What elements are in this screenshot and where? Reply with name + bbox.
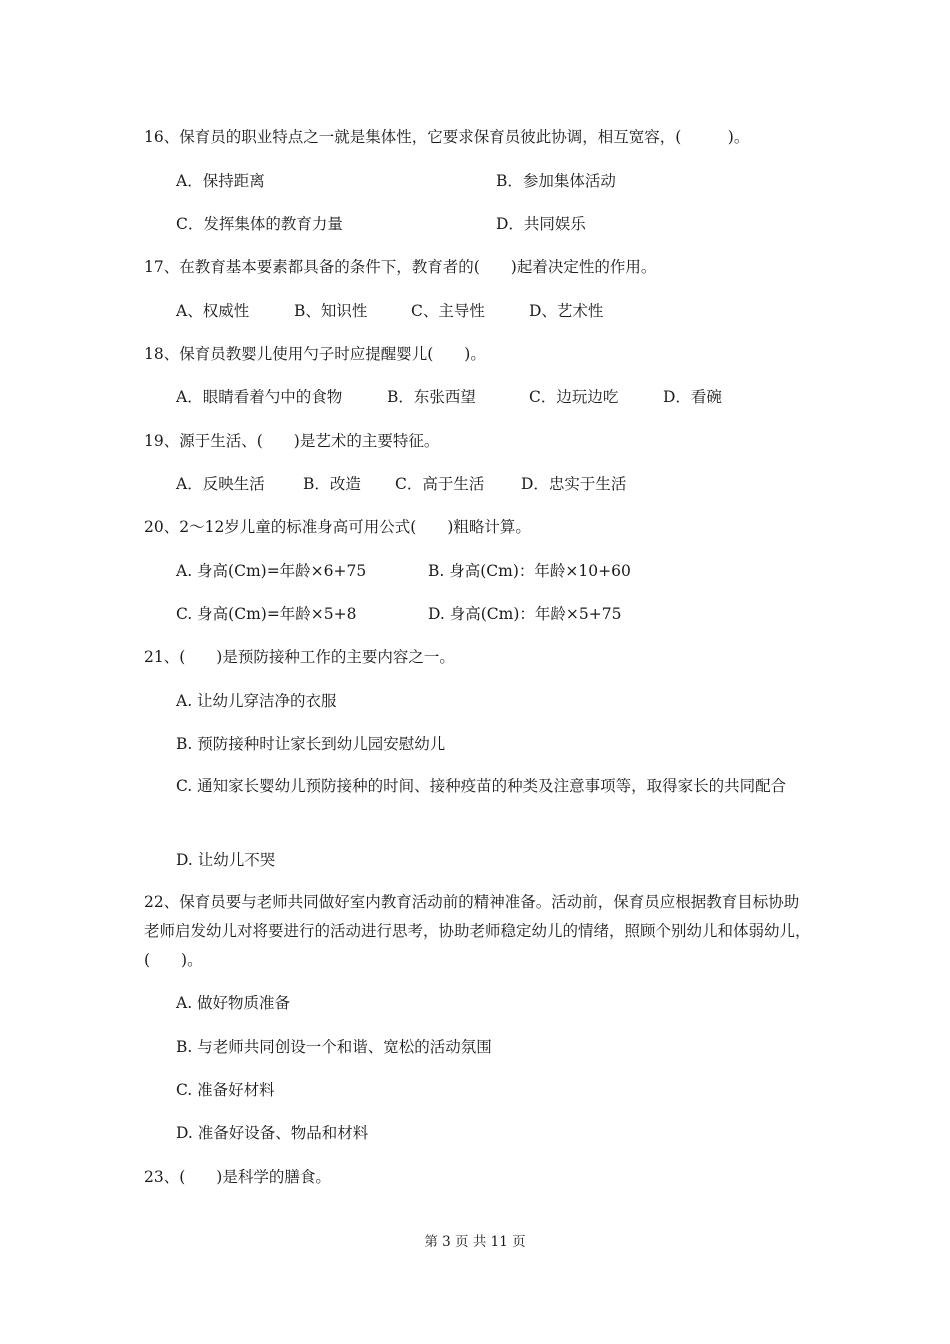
question-21-option-a: A. 让幼儿穿洁净的衣服 bbox=[176, 692, 337, 710]
question-20-option-b: B. 身高(Cm)：年龄×10+60 bbox=[428, 562, 631, 580]
question-21-stem: 21、( )是预防接种工作的主要内容之一。 bbox=[144, 648, 455, 666]
question-21-option-b: B. 预防接种时让家长到幼儿园安慰幼儿 bbox=[176, 735, 446, 753]
question-16-option-b: B．参加集体活动 bbox=[496, 172, 616, 190]
question-18-stem: 18、保育员教婴儿使用勺子时应提醒婴儿( )。 bbox=[144, 345, 486, 363]
question-16-stem: 16、保育员的职业特点之一就是集体性，它要求保育员彼此协调，相互宽容，( )。 bbox=[144, 128, 750, 146]
question-22-option-d: D. 准备好设备、物品和材料 bbox=[176, 1124, 369, 1142]
question-19-option-b: B．改造 bbox=[303, 475, 361, 493]
question-16-option-a: A．保持距离 bbox=[176, 172, 265, 190]
question-16-option-d: D．共同娱乐 bbox=[496, 215, 586, 233]
question-20-option-a: A. 身高(Cm)=年龄×6+75 bbox=[176, 562, 367, 580]
question-16-option-c: C．发挥集体的教育力量 bbox=[176, 215, 343, 233]
question-19-option-d: D．忠实于生活 bbox=[521, 475, 627, 493]
question-22-option-c: C. 准备好材料 bbox=[176, 1081, 275, 1099]
question-19-option-a: A．反映生活 bbox=[176, 475, 265, 493]
question-20-stem: 20、2～12岁儿童的标准身高可用公式( )粗略计算。 bbox=[144, 518, 531, 536]
question-17-option-b: B、知识性 bbox=[294, 302, 368, 320]
question-20-option-c: C. 身高(Cm)=年龄×5+8 bbox=[176, 605, 357, 623]
question-17-option-c: C、主导性 bbox=[411, 302, 485, 320]
question-17-stem: 17、在教育基本要素都具备的条件下，教育者的( )起着决定性的作用。 bbox=[144, 258, 657, 276]
question-18-option-c: C．边玩边吃 bbox=[529, 388, 619, 406]
question-18-option-b: B．东张西望 bbox=[387, 388, 476, 406]
question-22-option-b: B. 与老师共同创设一个和谐、宽松的活动氛围 bbox=[176, 1038, 492, 1056]
question-18-option-a: A．眼睛看着勺中的食物 bbox=[176, 388, 343, 406]
question-22-stem: 22、保育员要与老师共同做好室内教育活动前的精神准备。活动前，保育员应根据教育目标协助老师启发幼儿对将要进行的活动进行思考，协助老师稳定幼儿的情绪，照顾个别幼儿和体弱幼儿，( )。 bbox=[144, 893, 811, 969]
question-20-option-d: D. 身高(Cm)：年龄×5+75 bbox=[428, 605, 622, 623]
question-23-stem: 23、( )是科学的膳食。 bbox=[144, 1168, 331, 1186]
question-22-option-a: A. 做好物质准备 bbox=[176, 994, 291, 1012]
page-number: 第 3 页 共 11 页 bbox=[424, 1234, 526, 1250]
question-21-option-c: C. 通知家长婴幼儿预防接种的时间、接种疫苗的种类及注意事项等，取得家长的共同配合 bbox=[176, 777, 787, 795]
question-17-option-d: D、艺术性 bbox=[529, 302, 604, 320]
question-21-option-d: D. 让幼儿不哭 bbox=[176, 851, 276, 869]
question-19-option-c: C．高于生活 bbox=[395, 475, 485, 493]
question-18-option-d: D．看碗 bbox=[663, 388, 722, 406]
question-17-option-a: A、权威性 bbox=[176, 302, 250, 320]
question-19-stem: 19、源于生活、( )是艺术的主要特征。 bbox=[144, 432, 440, 450]
